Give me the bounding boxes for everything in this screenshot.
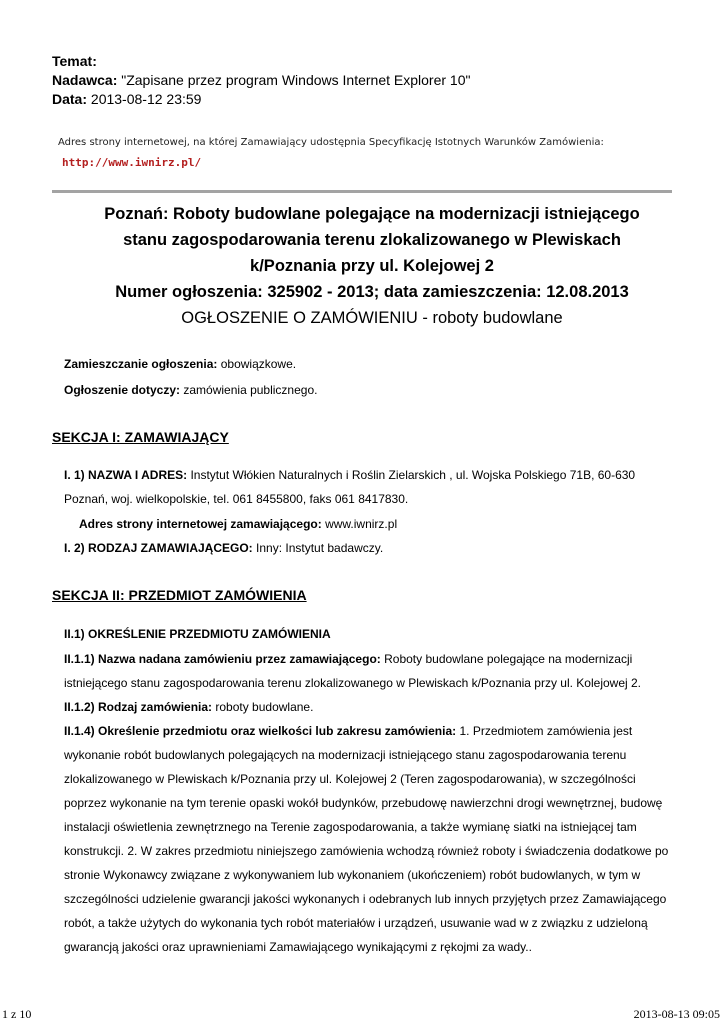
notice-subtitle: OGŁOSZENIE O ZAMÓWIENIU - roboty budowlane (181, 309, 563, 327)
order-name-row (64, 652, 632, 666)
order-scope-line: wykonanie robót budowlanych polegających na modernizacji istniejącego stanu zagospodarowania terenu (64, 748, 627, 762)
concerns-row (64, 383, 317, 397)
name-address-row (64, 468, 635, 482)
web-address-link[interactable]: www.iwnirz.pl (325, 517, 398, 531)
subject-row (52, 52, 470, 71)
order-scope-line: zlokalizowanego w Plewiskach k/Poznania przy ul. Kolejowej 2 (Teren zagospodarowania), w szczególności (64, 772, 636, 786)
order-type-row (64, 700, 313, 714)
date-value: 2013-08-12 23:59 (90, 91, 202, 107)
placement-label: Zamieszczanie ogłoszenia: (64, 357, 218, 371)
contractor-type-label: I. 2) RODZAJ ZAMAWIAJĄCEGO: (64, 541, 253, 555)
sender-row (52, 71, 470, 90)
order-scope-paragraph (64, 719, 684, 959)
divider (52, 190, 672, 193)
email-header (52, 52, 470, 109)
contractor-type-value: Inny: Instytut badawczy. (256, 541, 384, 555)
subject-definition-heading: II.1) OKREŚLENIE PRZEDMIOTU ZAMÓWIENIA (64, 627, 331, 641)
order-scope-line (64, 719, 684, 743)
order-scope-line: gwarancją jakości oraz uprawnieniami Zamawiającego wynikającymi z rękojmi za wady.. (64, 940, 532, 954)
title-line-3: k/Poznania przy ul. Kolejowej 2 (250, 257, 494, 275)
concerns-label: Ogłoszenie dotyczy: (64, 383, 181, 397)
web-address-row (79, 517, 397, 531)
sender-label: Nadawca: (52, 72, 118, 88)
section-2-heading: SEKCJA II: PRZEDMIOT ZAMÓWIENIA (52, 587, 307, 603)
name-address-row-2: Poznań, woj. wielkopolskie, tel. 061 8455800, faks 061 8417830. (64, 492, 409, 506)
placement-row (64, 357, 296, 371)
name-address-value: Instytut Włókien Naturalnych i Roślin Zielarskich , ul. Wojska Polskiego 71B, 60-630 (190, 468, 636, 482)
spec-url-link[interactable]: http://www.iwnirz.pl/ (62, 156, 202, 169)
title-line-2: stanu zagospodarowania terenu zlokalizowanego w Plewiskach (123, 231, 621, 249)
order-name-row-2: istniejącego stanu zagospodarowania terenu zlokalizowanego w Plewiskach k/Poznania przy ul. Kolejowej 2. (64, 676, 642, 690)
subject-label: Temat: (52, 53, 97, 69)
notice-title (52, 201, 692, 331)
web-address-label: Adres strony internetowej zamawiającego: (79, 517, 322, 531)
date-label: Data: (52, 91, 88, 107)
placement-value: obowiązkowe. (220, 357, 297, 371)
order-name-label: II.1.1) Nazwa nadana zamówieniu przez zamawiającego: (64, 652, 381, 666)
date-row (52, 90, 470, 109)
order-scope-line: konstrukcji. 2. W zakres przedmiotu niniejszego zamówienia wchodzą również roboty i świadczenia dodatkowe po (64, 844, 669, 858)
title-line-1: Poznań: Roboty budowlane polegające na modernizacji istniejącego (104, 205, 640, 223)
order-scope-line: szczególności udzielenie gwarancji jakości wykonanych i odebranych lub innych przyjętych przez Zamawiającego (64, 892, 667, 906)
order-scope-line: poprzez wykonanie na tym terenie opaski wokół budynków, przebudowę nawierzchni drogi wewnętrznej, budowę (64, 796, 663, 810)
contractor-type-row (64, 541, 383, 555)
order-scope-line: instalacji oświetlenia zewnętrznego na Terenie zagospodarowania, a także wymianę siatki na istniejącej tam (64, 820, 637, 834)
order-scope-text: 1. Przedmiotem zamówienia jest (459, 724, 633, 738)
order-scope-label: II.1.4) Określenie przedmiotu oraz wielkości lub zakresu zamówienia: (64, 724, 457, 738)
concerns-value: zamówienia publicznego. (183, 383, 318, 397)
page-number: 1 z 10 (2, 1007, 32, 1021)
order-scope-line: stronie Wykonawcy związane z wykonywaniem lub wykonaniem (ukończeniem) robót budowlanych, w tym w (64, 868, 641, 882)
print-timestamp: 2013-08-13 09:05 (633, 1007, 720, 1021)
order-type-label: II.1.2) Rodzaj zamówienia: (64, 700, 213, 714)
notice-number: Numer ogłoszenia: 325902 - 2013; data zamieszczenia: 12.08.2013 (115, 283, 629, 301)
order-scope-line: robót, a także użytych do wykonania tych robót materiałów i urządzeń, usuwanie wad w z związku z udzieloną (64, 916, 648, 930)
name-address-label: I. 1) NAZWA I ADRES: (64, 468, 188, 482)
spec-notice-text: Adres strony internetowej, na której Zamawiający udostępnia Specyfikację Istotnych Warunków Zamówienia: (58, 137, 604, 148)
section-1-heading: SEKCJA I: ZAMAWIAJĄCY (52, 429, 229, 445)
sender-value: "Zapisane przez program Windows Internet Explorer 10" (121, 72, 471, 88)
order-name-value: Roboty budowlane polegające na modernizacji (384, 652, 633, 666)
order-type-value: roboty budowlane. (215, 700, 314, 714)
